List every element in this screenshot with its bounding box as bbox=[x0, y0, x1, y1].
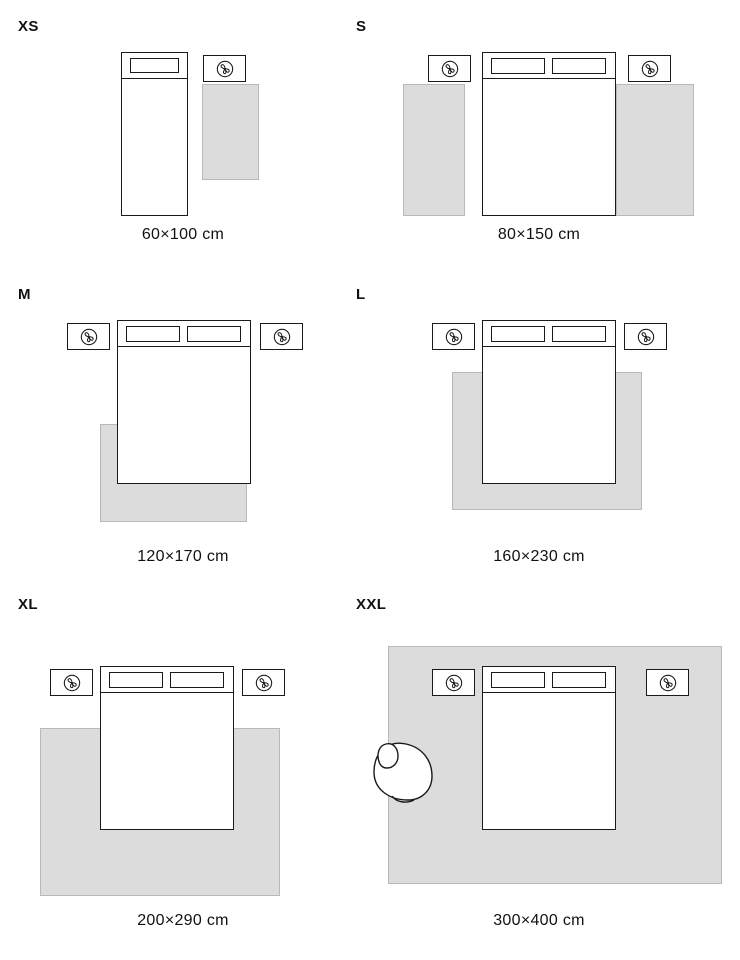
diagram-xs bbox=[18, 26, 348, 206]
pillow-s-left bbox=[491, 58, 545, 74]
nightstand-s-right bbox=[628, 55, 671, 82]
pillow-l-left bbox=[491, 326, 545, 342]
rug-shape-s-left bbox=[403, 84, 465, 216]
bed-xxl bbox=[482, 692, 616, 830]
armchair-xxl bbox=[362, 734, 446, 810]
size-cell-xs bbox=[18, 10, 348, 255]
size-label-xl: XL bbox=[18, 596, 38, 613]
nightstand-m-left bbox=[67, 323, 110, 350]
lamp-icon bbox=[440, 59, 460, 79]
dimension-label-xl: 200×290 cm bbox=[137, 912, 229, 929]
lamp-icon bbox=[215, 59, 235, 79]
lamp-icon bbox=[640, 59, 660, 79]
dimension-label-s: 80×150 cm bbox=[497, 226, 581, 243]
diagram-l bbox=[356, 294, 722, 534]
rug-shape-xs bbox=[202, 84, 259, 180]
lamp-icon bbox=[272, 327, 292, 347]
pillow-xs bbox=[130, 58, 179, 73]
nightstand-xxl-left bbox=[432, 669, 475, 696]
lamp-icon bbox=[658, 673, 678, 693]
nightstand-xxl-right bbox=[646, 669, 689, 696]
nightstand-s-left bbox=[428, 55, 471, 82]
size-label-xxl: XXL bbox=[356, 596, 387, 613]
pillow-xxl-right bbox=[552, 672, 606, 688]
nightstand-m-right bbox=[260, 323, 303, 350]
size-cell-s bbox=[356, 10, 722, 255]
pillow-xxl-left bbox=[491, 672, 545, 688]
bed-m bbox=[117, 346, 251, 484]
lamp-icon bbox=[254, 673, 274, 693]
size-label-s: S bbox=[356, 18, 367, 35]
size-cell-xxl bbox=[356, 588, 722, 948]
dimension-label-m: 120×170 cm bbox=[137, 548, 229, 565]
lamp-icon bbox=[444, 673, 464, 693]
lamp-icon bbox=[62, 673, 82, 693]
bed-l bbox=[482, 346, 616, 484]
pillow-s-right bbox=[552, 58, 606, 74]
pillow-m-left bbox=[126, 326, 180, 342]
bed-xs bbox=[121, 78, 188, 216]
pillow-xl-right bbox=[170, 672, 224, 688]
diagram-s bbox=[356, 26, 722, 206]
pillow-m-right bbox=[187, 326, 241, 342]
nightstand-xl-right bbox=[242, 669, 285, 696]
lamp-icon bbox=[79, 327, 99, 347]
diagram-m bbox=[18, 294, 348, 534]
dimension-label-xs: 60×100 cm bbox=[141, 226, 225, 243]
nightstand-xs-right bbox=[203, 55, 246, 82]
nightstand-xl-left bbox=[50, 669, 93, 696]
lamp-icon bbox=[636, 327, 656, 347]
pillow-xl-left bbox=[109, 672, 163, 688]
dimension-label-l: 160×230 cm bbox=[493, 548, 585, 565]
nightstand-l-left bbox=[432, 323, 475, 350]
dimension-label-xxl: 300×400 cm bbox=[493, 912, 585, 929]
rug-shape-s-right bbox=[616, 84, 694, 216]
diagram-xl bbox=[18, 640, 348, 888]
size-cell-m bbox=[18, 278, 348, 580]
nightstand-l-right bbox=[624, 323, 667, 350]
armchair-icon bbox=[362, 734, 446, 810]
diagram-xxl bbox=[356, 626, 722, 888]
size-cell-xl bbox=[18, 588, 348, 948]
size-cell-l bbox=[356, 278, 722, 580]
bed-xl bbox=[100, 692, 234, 830]
bed-s bbox=[482, 78, 616, 216]
size-label-xs: XS bbox=[18, 18, 39, 35]
lamp-icon bbox=[444, 327, 464, 347]
size-label-m: M bbox=[18, 286, 31, 303]
pillow-l-right bbox=[552, 326, 606, 342]
size-label-l: L bbox=[356, 286, 366, 303]
